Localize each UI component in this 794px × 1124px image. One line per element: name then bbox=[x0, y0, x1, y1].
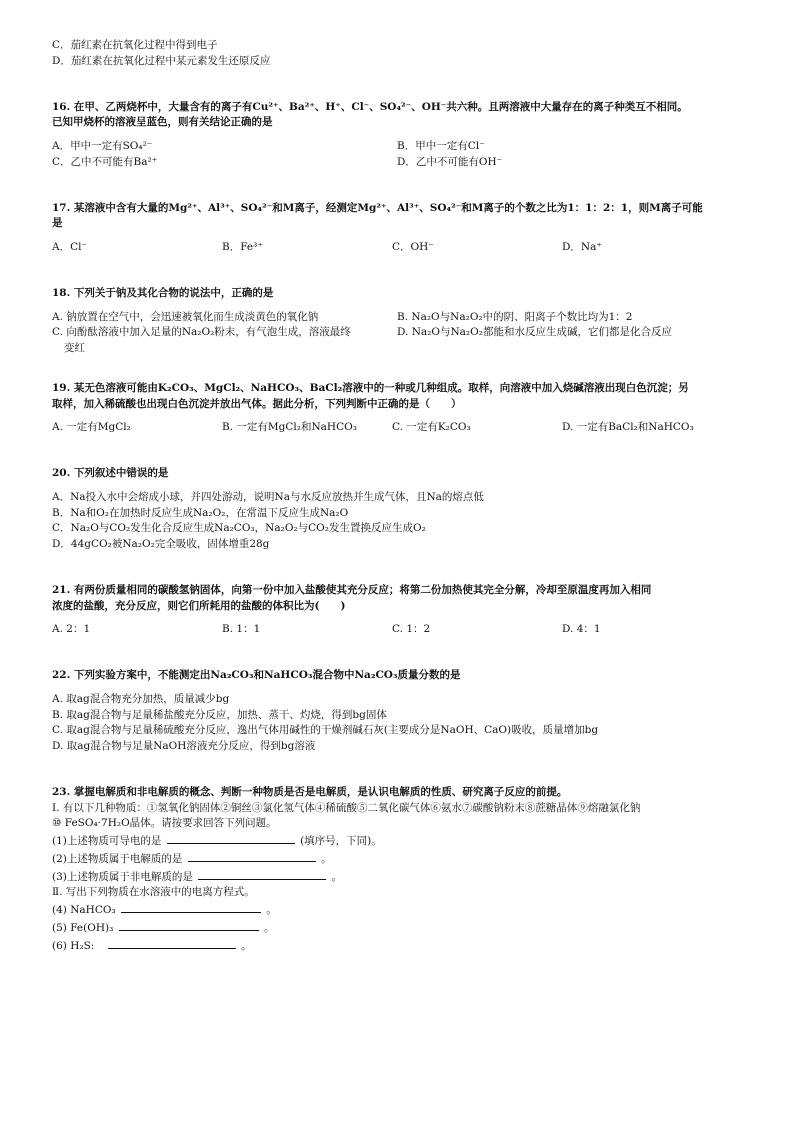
question-16 bbox=[52, 100, 742, 171]
question-21 bbox=[52, 583, 742, 638]
q23-sub-4-prompt: (4) NaHCO₃ bbox=[52, 904, 116, 916]
q23-sub-5-suffix: 。 bbox=[264, 921, 275, 934]
q22-option-d: D. 取ag混合物与足量NaOH溶液充分反应，得到bg溶液 bbox=[52, 740, 316, 752]
q21-stem-line-1: 21. 有两份质量相同的碳酸氢钠固体，向第一份中加入盐酸使其充分反应；将第二份加热使其完全分解，冷却至原温度再加入相同 bbox=[52, 583, 652, 596]
q18-option-c-line-1: C. 向酚酞溶液中加入足量的Na₂O₂粉末，有气泡生成，溶液最终 bbox=[52, 326, 351, 339]
q20-option-b: B．Na和O₂在加热时反应生成Na₂O₂，在常温下反应生成Na₂O bbox=[52, 506, 349, 519]
q16-option-c: C．乙中不可能有Ba²⁺ bbox=[52, 155, 158, 168]
q23-sub-1-prompt: (1)上述物质可导电的是 bbox=[52, 835, 162, 847]
q17-options bbox=[52, 240, 742, 256]
q22-stem: 22. 下列实验方案中，不能测定出Na₂CO₃和NaHCO₃混合物中Na₂CO₃质量分数的是 bbox=[52, 669, 461, 681]
q22-option-a: A. 取ag混合物充分加热，质量减少bg bbox=[52, 692, 230, 705]
q18-option-d: D. Na₂O与Na₂O₂都能和水反应生成碱，它们都是化合反应 bbox=[397, 326, 672, 339]
q16-option-b: B．甲中一定有Cl⁻ bbox=[397, 140, 485, 152]
question-18 bbox=[52, 286, 742, 357]
q22-option-c: C. 取ag混合物与足量稀硫酸充分反应，逸出气体用碱性的干燥剂碱石灰(主要成分是NaOH、CaO)吸收，质量增加bg bbox=[52, 724, 599, 737]
q20-stem: 20. 下列叙述中错误的是 bbox=[52, 467, 169, 479]
q19-stem-line-2: 取样，加入稀硫酸也出现白色沉淀并放出气体。据此分析，下列判断中正确的是（ ） bbox=[52, 397, 462, 410]
q17-option-a: A．Cl⁻ bbox=[52, 241, 88, 253]
exam-page bbox=[52, 38, 742, 954]
q16-option-d: D．乙中不可能有OH⁻ bbox=[397, 155, 503, 168]
q23-sub-1-answer-blank[interactable] bbox=[167, 832, 295, 844]
question-15-tail bbox=[52, 38, 742, 70]
q19-option-a: A. 一定有MgCl₂ bbox=[52, 421, 131, 434]
q20-option-d: D．44gCO₂被Na₂O₂完全吸收，固体增重28g bbox=[52, 538, 270, 550]
q19-options bbox=[52, 420, 742, 436]
q18-option-c-line-2: 变红 bbox=[64, 342, 85, 354]
q17-option-b: B．Fe³⁺ bbox=[222, 241, 263, 253]
q17-option-d: D．Na⁺ bbox=[562, 241, 602, 253]
q21-option-c: C. 1：2 bbox=[392, 623, 431, 636]
q23-sub-3-answer-blank[interactable] bbox=[198, 868, 326, 880]
q23-part2: Ⅱ. 写出下列物质在水溶液中的电离方程式。 bbox=[52, 886, 255, 899]
q22-option-b: B. 取ag混合物与足量稀盐酸充分反应，加热、蒸干、灼烧，得到bg固体 bbox=[52, 708, 387, 721]
q23-sub-6-suffix: 。 bbox=[241, 939, 252, 952]
q18-option-a: A. 钠放置在空气中，会迅速被氧化而生成淡黄色的氧化钠 bbox=[52, 310, 319, 323]
q18-option-c bbox=[52, 325, 397, 357]
q21-option-b: B. 1：1 bbox=[222, 623, 261, 636]
q23-sub-5-answer-blank[interactable] bbox=[119, 919, 259, 931]
q19-option-d: D. 一定有BaCl₂和NaHCO₃ bbox=[562, 421, 694, 434]
question-20 bbox=[52, 466, 742, 553]
q21-option-d: D. 4：1 bbox=[562, 623, 601, 636]
question-23 bbox=[52, 785, 742, 955]
q23-stem: 23. 掌握电解质和非电解质的概念、判断一种物质是否是电解质，是认识电解质的性质、研究离子反应的前提。 bbox=[52, 785, 568, 798]
q23-sub-3-prompt: (3)上述物质属于非电解质的是 bbox=[52, 870, 193, 883]
question-17 bbox=[52, 201, 742, 256]
q19-option-c: C. 一定有K₂CO₃ bbox=[392, 421, 471, 434]
q18-option-b: B. Na₂O与Na₂O₂中的阴、阳离子个数比均为1：2 bbox=[397, 310, 633, 323]
question-22 bbox=[52, 668, 742, 755]
q23-sub-5-prompt: (5) Fe(OH)₃ bbox=[52, 921, 114, 934]
q19-stem-line-1: 19. 某无色溶液可能由K₂CO₃、MgCl₂、NaHCO₃、BaCl₂溶液中的一种或几种组成。取样，向溶液中加入烧碱溶液出现白色沉淀；另 bbox=[52, 381, 689, 394]
q18-stem: 18. 下列关于钠及其化合物的说法中，正确的是 bbox=[52, 286, 274, 299]
q23-sub-1-suffix: (填序号，下同)。 bbox=[300, 835, 382, 847]
q15-option-d: D．茄红素在抗氧化过程中某元素发生还原反应 bbox=[52, 54, 271, 67]
q21-option-a: A. 2：1 bbox=[52, 623, 91, 636]
q15-option-c: C．茄红素在抗氧化过程中得到电子 bbox=[52, 39, 218, 51]
q23-sub-2-suffix: 。 bbox=[321, 852, 332, 865]
q16-option-a: A．甲中一定有SO₄²⁻ bbox=[52, 140, 153, 152]
q21-stem-line-2: 浓度的盐酸，充分反应，则它们所耗用的盐酸的体积比为( ) bbox=[52, 599, 346, 612]
q21-options bbox=[52, 622, 742, 638]
q18-options bbox=[52, 310, 742, 357]
q23-sub-3 bbox=[52, 868, 742, 886]
q16-stem-line-1: 16. 在甲、乙两烧杯中，大量含有的离子有Cu²⁺、Ba²⁺、H⁺、Cl⁻、SO₄²⁻、OH⁻共六种。且两溶液中大量存在的离子种类互不相同。 bbox=[52, 100, 688, 113]
q17-stem-line-1: 17. 某溶液中含有大量的Mg²⁺、Al³⁺、SO₄²⁻和M离子，经测定Mg²⁺、Al³⁺、SO₄²⁻和M离子的个数之比为1：1：2：1，则M离子可能 bbox=[52, 201, 703, 214]
q16-stem-line-2: 已知甲烧杯的溶液呈蓝色，则有关结论正确的是 bbox=[52, 116, 273, 129]
q23-sub-4-answer-blank[interactable] bbox=[121, 901, 261, 913]
q23-sub-2-prompt: (2)上述物质属于电解质的是 bbox=[52, 852, 183, 865]
q19-option-b: B. 一定有MgCl₂和NaHCO₃ bbox=[222, 421, 357, 434]
q17-option-c: C．OH⁻ bbox=[392, 241, 434, 253]
q20-option-c: C．Na₂O与CO₂发生化合反应生成Na₂CO₃，Na₂O₂与CO₂发生置换反应生成O₂ bbox=[52, 522, 426, 535]
q23-sub-4-suffix: 。 bbox=[266, 904, 277, 916]
q17-stem-line-2: 是 bbox=[52, 217, 63, 230]
q23-sub-6 bbox=[52, 937, 742, 955]
question-19 bbox=[52, 381, 742, 436]
q16-options bbox=[52, 139, 742, 171]
q23-part1-line-2: ⑩ FeSO₄·7H₂O晶体。请按要求回答下列问题。 bbox=[52, 817, 277, 830]
q23-sub-6-answer-blank[interactable] bbox=[108, 937, 236, 949]
q23-sub-4 bbox=[52, 901, 742, 919]
q23-sub-2 bbox=[52, 850, 742, 868]
q23-sub-5 bbox=[52, 919, 742, 937]
q23-part1-line-1: Ⅰ. 有以下几种物质：①氢氧化钠固体②铜丝③氯化氢气体④稀硫酸⑤二氧化碳气体⑥氨水⑦碳酸钠粉末⑧蔗糖晶体⑨熔融氯化钠 bbox=[52, 801, 641, 814]
q23-sub-2-answer-blank[interactable] bbox=[188, 850, 316, 862]
q23-sub-3-suffix: 。 bbox=[331, 870, 343, 883]
q23-sub-1 bbox=[52, 832, 742, 850]
q23-sub-6-prompt: (6) H₂S: bbox=[52, 939, 95, 952]
q20-option-a: A．Na投入水中会熔成小球，并四处游动，说明Na与水反应放热并生成气体，且Na的熔点低 bbox=[52, 490, 484, 503]
